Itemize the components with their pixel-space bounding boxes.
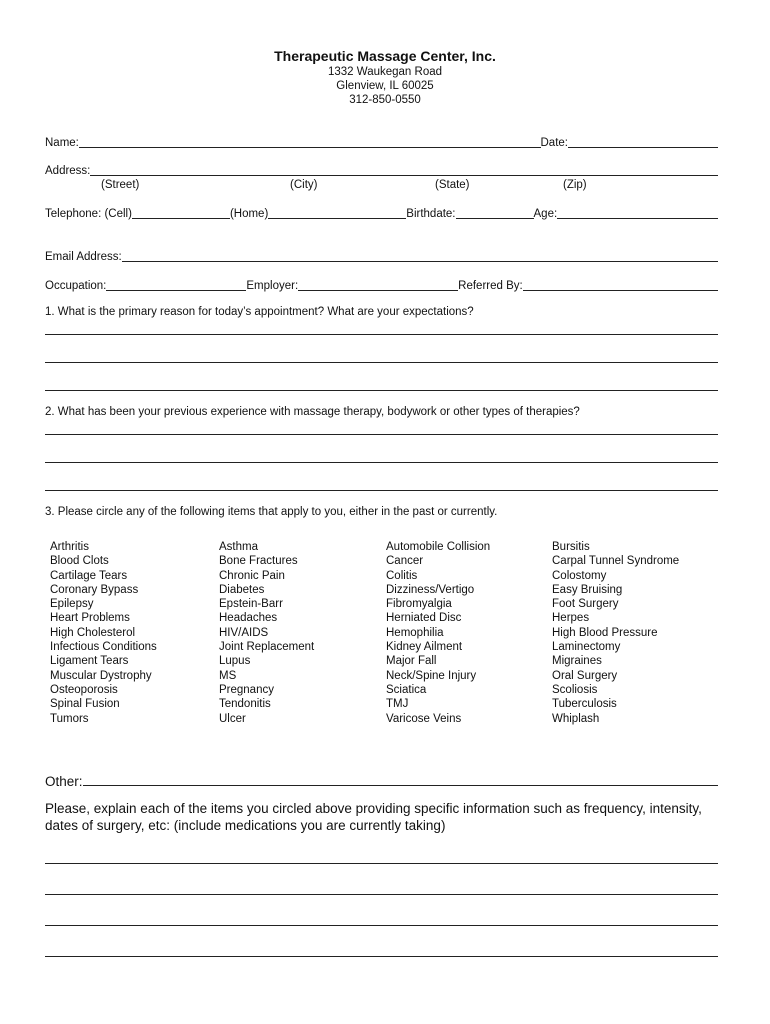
referred-by-field[interactable] (523, 290, 718, 291)
address-label: Address: (45, 165, 91, 177)
question-1: 1. What is the primary reason for today’s appointment? What are your expectations? (45, 306, 474, 318)
explain-line-3[interactable] (45, 925, 718, 926)
condition-item[interactable]: Pregnancy (219, 683, 274, 696)
employer-field[interactable] (298, 290, 458, 291)
condition-item[interactable]: Major Fall (386, 655, 437, 668)
condition-item[interactable]: Neck/Spine Injury (386, 669, 477, 682)
condition-item[interactable]: High Cholesterol (50, 626, 136, 639)
name-field[interactable] (79, 147, 541, 148)
condition-item[interactable]: Cancer (386, 555, 424, 568)
other-field[interactable] (83, 785, 718, 786)
condition-item[interactable]: Cartilage Tears (50, 569, 128, 582)
condition-item[interactable]: Kidney Ailment (386, 641, 463, 654)
condition-item[interactable]: Epilepsy (50, 598, 94, 611)
condition-item[interactable]: Fibromyalgia (386, 598, 452, 611)
conditions-column-2 (219, 540, 314, 726)
condition-item[interactable]: Osteoporosis (50, 683, 118, 696)
condition-item[interactable]: Heart Problems (50, 612, 130, 625)
condition-item[interactable]: HIV/AIDS (219, 626, 269, 639)
condition-item[interactable]: Foot Surgery (552, 598, 619, 611)
cell-phone-field[interactable] (132, 218, 230, 219)
conditions-column-1 (50, 540, 157, 726)
email-field[interactable] (122, 261, 718, 262)
condition-item[interactable]: Whiplash (552, 712, 600, 725)
explain-line-2[interactable] (45, 894, 718, 895)
date-field[interactable] (568, 147, 718, 148)
birthdate-field[interactable] (456, 218, 534, 219)
home-label: (Home) (229, 208, 269, 220)
age-label: Age: (533, 208, 558, 220)
condition-item[interactable]: Asthma (219, 541, 258, 553)
condition-item[interactable]: Epstein-Barr (219, 598, 283, 611)
answer-2-line-1[interactable] (45, 434, 718, 435)
condition-item[interactable]: Chronic Pain (219, 569, 285, 582)
condition-item[interactable]: Tuberculosis (552, 698, 617, 711)
answer-1-line-3[interactable] (45, 390, 718, 391)
answer-2-line-2[interactable] (45, 462, 718, 463)
condition-item[interactable]: High Blood Pressure (552, 626, 658, 639)
explain-line-4[interactable] (45, 956, 718, 957)
address-line-2: Glenview, IL 60025 (336, 80, 434, 92)
email-label: Email Address: (45, 251, 122, 263)
condition-item[interactable]: MS (219, 669, 237, 682)
condition-item[interactable]: Lupus (219, 655, 251, 668)
occupation-label: Occupation: (45, 280, 107, 292)
condition-item[interactable]: Hemophilia (386, 626, 444, 639)
condition-item[interactable]: Carpal Tunnel Syndrome (552, 555, 680, 568)
telephone-cell-label: Telephone: (Cell) (45, 208, 132, 220)
condition-item[interactable]: Oral Surgery (552, 669, 618, 682)
condition-item[interactable]: Dizziness/Vertigo (386, 583, 475, 596)
condition-item[interactable]: Ulcer (219, 712, 246, 725)
address-field[interactable] (90, 175, 718, 176)
age-field[interactable] (557, 218, 718, 219)
condition-item[interactable]: Migraines (552, 655, 602, 668)
referred-by-label: Referred By: (458, 280, 523, 292)
question-2: 2. What has been your previous experience with massage therapy, bodywork or other types of therapies? (45, 406, 580, 418)
conditions-column-3 (386, 540, 490, 726)
condition-item[interactable]: Sciatica (386, 683, 427, 696)
condition-item[interactable]: Joint Replacement (219, 641, 315, 654)
occupation-row (45, 277, 718, 293)
explain-instructions: Please, explain each of the items you circled above providing specific information such as frequency, intensity, dates of surgery, etc: (include medications you are currently taking) (45, 801, 702, 833)
telephone-row (45, 205, 718, 221)
address-row (45, 162, 718, 178)
condition-item[interactable]: Herpes (552, 612, 590, 625)
other-row (45, 771, 718, 789)
condition-item[interactable]: Muscular Dystrophy (50, 669, 152, 682)
condition-item[interactable]: Infectious Conditions (50, 641, 157, 654)
state-label: (State) (435, 179, 470, 191)
phone-number: 312-850-0550 (349, 94, 421, 106)
answer-1-line-1[interactable] (45, 334, 718, 335)
address-line-1: 1332 Waukegan Road (327, 66, 443, 78)
home-phone-field[interactable] (268, 218, 406, 219)
condition-item[interactable]: Headaches (219, 612, 278, 625)
zip-label: (Zip) (563, 179, 587, 191)
condition-item[interactable]: Colostomy (552, 569, 607, 582)
city-label: (City) (290, 179, 318, 191)
condition-item[interactable]: Bone Fractures (219, 555, 298, 568)
condition-item[interactable]: Diabetes (219, 583, 265, 596)
birthdate-label: Birthdate: (406, 208, 456, 220)
condition-item[interactable]: Ligament Tears (50, 655, 129, 668)
condition-item[interactable]: Tumors (50, 712, 89, 725)
condition-item[interactable]: Blood Clots (50, 555, 109, 568)
condition-item[interactable]: Coronary Bypass (50, 583, 139, 596)
date-label: Date: (540, 137, 568, 149)
conditions-column-4 (552, 540, 679, 726)
condition-item[interactable]: Arthritis (50, 541, 89, 553)
condition-item[interactable]: Scoliosis (552, 683, 598, 696)
condition-item[interactable]: Easy Bruising (552, 583, 623, 596)
question-3: 3. Please circle any of the following items that apply to you, either in the past or currently. (45, 506, 498, 518)
form-title: Therapeutic Massage Center, Inc. (274, 48, 496, 64)
condition-item[interactable]: Laminectomy (552, 641, 621, 654)
answer-2-line-3[interactable] (45, 490, 718, 491)
condition-item[interactable]: TMJ (386, 698, 409, 711)
condition-item[interactable]: Bursitis (552, 541, 590, 553)
condition-item[interactable]: Varicose Veins (386, 712, 462, 725)
condition-item[interactable]: Spinal Fusion (50, 698, 120, 711)
condition-item[interactable]: Automobile Collision (386, 541, 491, 553)
condition-item[interactable]: Herniated Disc (386, 612, 462, 625)
name-label: Name: (45, 137, 79, 149)
condition-item[interactable]: Colitis (386, 569, 418, 582)
other-label: Other: (45, 774, 83, 789)
email-row (45, 248, 718, 264)
condition-item[interactable]: Tendonitis (219, 698, 271, 711)
name-date-row (45, 134, 718, 150)
explain-line-1[interactable] (45, 863, 718, 864)
street-label: (Street) (101, 179, 140, 191)
occupation-field[interactable] (106, 290, 246, 291)
answer-1-line-2[interactable] (45, 362, 718, 363)
employer-label: Employer: (246, 280, 299, 292)
